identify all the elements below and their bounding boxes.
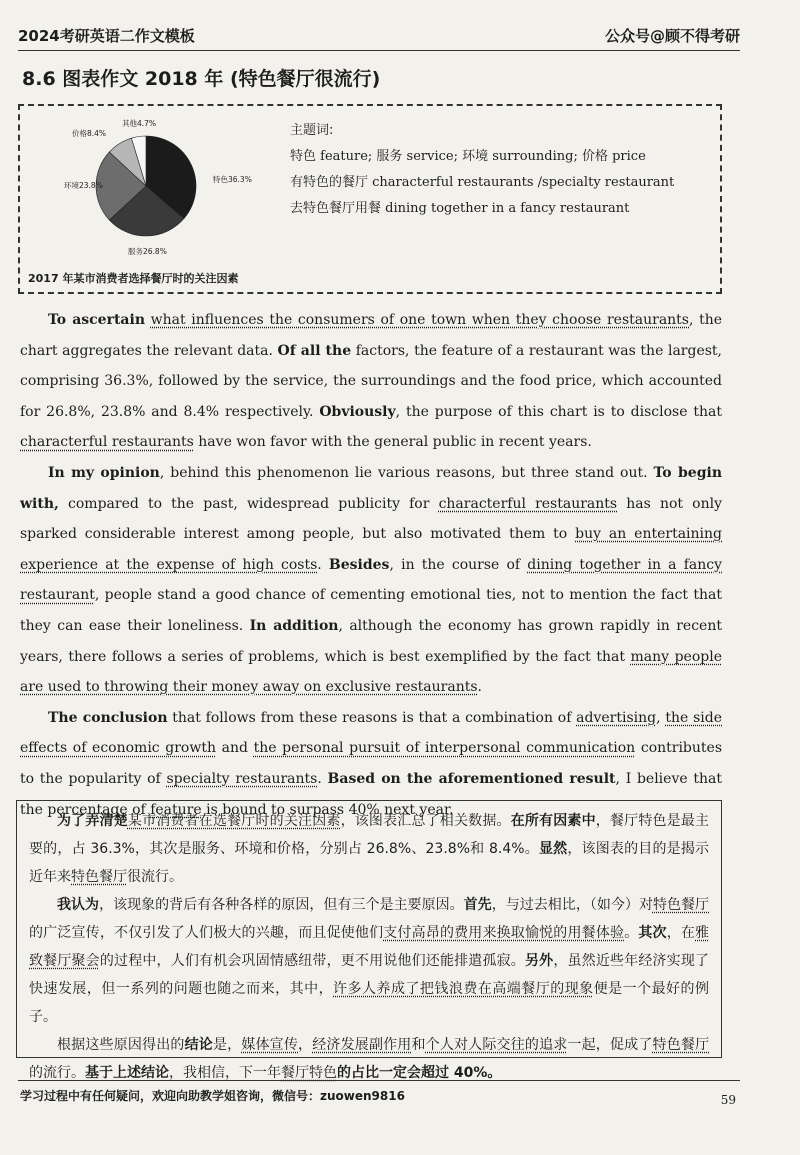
- text-run: is bound to surpass 40% next year.: [201, 801, 454, 818]
- bold-phrase: In my opinion: [48, 464, 160, 481]
- text-run: , although the economy has grown rapidly in recent years, there follows a series of problems, which is best exemplified by the fact that: [20, 617, 722, 665]
- bold-phrase: To begin with,: [20, 464, 722, 512]
- pie-chart: [58, 114, 288, 274]
- bold-phrase: The conclusion: [48, 709, 168, 726]
- english-essay: [20, 305, 722, 825]
- text-run: 的流行。: [29, 1065, 85, 1081]
- bold-phrase: 在所有因素中: [510, 813, 596, 829]
- text-run: 一起，促成了: [567, 1037, 653, 1053]
- underlined-phrase: many people are used to throwing their money away on exclusive restaurants: [20, 648, 722, 696]
- chart-keyword-box: [18, 104, 722, 294]
- text-run: , the purpose of this chart is to disclose that: [395, 403, 722, 420]
- underlined-phrase: 媒体宣传: [241, 1037, 299, 1053]
- chart-title: 2017 年某市消费者选择餐厅时的关注因素: [28, 272, 239, 285]
- underlined-phrase: 经济发展副作用: [312, 1037, 412, 1053]
- text-run: ，餐厅特色是最主要的，占 36.3%，其次是服务、环境和价格，分别占 26.8%、23.8%和 8.4%。: [29, 813, 710, 857]
- translation-paragraph-1: [29, 807, 709, 891]
- text-run: 是，: [212, 1037, 242, 1053]
- text-run: 和: [411, 1037, 426, 1053]
- keywords-title: 主题词:: [290, 123, 334, 138]
- underlined-phrase: buy an entertaining experience at the expense of high costs: [20, 526, 723, 573]
- text-run: ，: [298, 1037, 313, 1053]
- text-run: ，该图表的目的是揭示近年来: [29, 841, 710, 885]
- page-number: 59: [720, 1093, 736, 1107]
- underlined-phrase: specialty restaurants: [166, 770, 318, 787]
- underlined-phrase: feature: [150, 801, 202, 818]
- underlined-phrase: 特色餐厅: [652, 1037, 710, 1053]
- bold-phrase: 显然: [538, 841, 568, 857]
- text-run: 的过程中，人们有机会巩固情感纽带，更不用说他们还能排遣孤寂。: [99, 953, 525, 969]
- underlined-phrase: what influences the consumers of one town when they choose restaurants: [150, 312, 689, 328]
- account-name: 公众号@顾不得考研: [604, 27, 740, 45]
- text-run: , the chart aggregates the relevant data.: [20, 312, 723, 359]
- translation-paragraph-3: [29, 1031, 709, 1087]
- section-title: 8.6 图表作文 2018 年 (特色餐厅很流行): [22, 68, 381, 90]
- text-run: has not only sparked considerable interest among people, but also motivated them to: [20, 495, 722, 543]
- bold-phrase: To ascertain: [48, 312, 146, 328]
- underlined-phrase: advertising: [576, 709, 657, 726]
- bold-phrase: 结论: [184, 1037, 213, 1053]
- text-run: ，我相信，下一年: [169, 1065, 281, 1081]
- page-header: [18, 22, 740, 51]
- text-run: and: [215, 740, 254, 757]
- footer-note: 学习过程中有任何疑问，欢迎向助教学姐咨询，微信号：zuowen9816: [20, 1089, 405, 1103]
- essay-paragraph-1: [20, 305, 722, 458]
- underlined-phrase: 某市消费者在选餐厅时的关注因素: [127, 813, 341, 829]
- text-run: .: [317, 556, 329, 573]
- keyword-line-1: 特色 feature; 服务 service; 环境 surrounding; 价格 price: [290, 149, 646, 164]
- bold-phrase: Of all the: [277, 342, 352, 359]
- text-run: ，与过去相比，（如今）对: [491, 897, 653, 913]
- text-run: ，虽然近些年经济实现了快速发展，但一系列的问题也随之而来，其中，: [29, 953, 710, 997]
- bold-phrase: In addition: [249, 617, 339, 634]
- text-run: 很流行。: [127, 869, 183, 885]
- pie-label-4: 价格8.4%: [72, 129, 107, 138]
- underlined-phrase: the personal pursuit of interpersonal communication: [253, 740, 636, 757]
- text-run: , in the course of: [389, 556, 528, 573]
- translation-paragraph-2: [29, 891, 709, 1031]
- text-run: 的广泛宣传，不仅引发了人们极大的兴趣，而且促使他们: [29, 925, 384, 941]
- bold-phrase: 基于上述结论: [85, 1065, 169, 1081]
- text-run: 根据这些原因得出的: [57, 1037, 185, 1053]
- text-run: compared to the past, widespread publicity for: [58, 495, 439, 512]
- text-run: 。: [624, 925, 639, 941]
- text-run: .: [477, 679, 482, 696]
- underlined-phrase: dining together in a fancy restaurant: [20, 556, 722, 604]
- text-run: that follows from these reasons is that a combination of: [167, 709, 577, 726]
- bold-phrase: Obviously: [319, 403, 396, 420]
- underlined-phrase: characterful restaurants: [20, 434, 194, 451]
- underlined-phrase: 特色餐厅: [652, 897, 710, 913]
- underlined-phrase: characterful restaurants: [438, 495, 618, 512]
- text-run: , I believe that the percentage of: [20, 770, 723, 818]
- keyword-line-2: 有特色的餐厅 characterful restaurants /specialty restaurant: [290, 175, 675, 190]
- bold-phrase: 首先: [463, 897, 492, 913]
- underlined-phrase: the side effects of economic growth: [20, 709, 722, 757]
- keyword-line-3: 去特色餐厅用餐 dining together in a fancy restaurant: [290, 201, 630, 216]
- text-run: , people stand a good chance of cementing emotional ties, not to mention the fact that they can ease their loneliness.: [20, 587, 722, 634]
- underlined-phrase: 个人对人际交往的追求: [425, 1037, 568, 1053]
- bold-phrase: 另外: [524, 953, 554, 969]
- text-run: ，该图表汇总了相关数据。: [340, 813, 511, 829]
- pie-label-3: 环境23.8%: [64, 181, 103, 190]
- bold-phrase: Based on the aforementioned result: [327, 770, 616, 787]
- chinese-translation-box: [16, 800, 722, 1081]
- bold-phrase: 我认为: [57, 897, 100, 913]
- underlined-phrase: 支付高昂的费用来换取愉悦的用餐体验: [383, 925, 625, 941]
- bold-phrase: 的占比一定会超过 40%。: [337, 1065, 502, 1081]
- text-run: ，在: [666, 925, 696, 941]
- underlined-phrase: 雅致餐厅聚会: [29, 925, 710, 969]
- keywords-panel: [290, 118, 674, 222]
- underlined-phrase: 餐厅特色: [281, 1065, 337, 1081]
- bold-phrase: 为了弄清楚: [57, 813, 128, 829]
- book-title: 2024考研英语二作文模板: [18, 27, 195, 45]
- page-footer: [18, 1080, 740, 1107]
- text-run: , behind this phenomenon lie various reasons, but three stand out.: [159, 464, 654, 481]
- text-run: contributes to the popularity of: [20, 740, 723, 787]
- bold-phrase: 其次: [638, 925, 667, 941]
- pie-label-2: 服务26.8%: [128, 247, 167, 256]
- underlined-phrase: 特色餐厅: [71, 869, 127, 885]
- text-run: factors, the feature of a restaurant was the largest, comprising 36.3%, followed by the service, the surroundings and the food price, which accounted for 26.8%, 23.8% and 8.4% respectively.: [20, 342, 722, 420]
- text-run: have won favor with the general public in recent years.: [193, 434, 592, 451]
- text-run: ,: [656, 709, 666, 726]
- pie-label-1: 特色36.3%: [213, 175, 252, 184]
- text-run: 便是一个最好的例子。: [29, 981, 710, 1025]
- text-run: .: [317, 770, 328, 787]
- text-run: ，该现象的背后有各种各样的原因，但有三个是主要原因。: [99, 897, 464, 913]
- pie-label-5: 其他4.7%: [122, 119, 157, 128]
- bold-phrase: Besides: [328, 556, 390, 573]
- pie-chart-svg: [58, 114, 288, 274]
- underlined-phrase: 许多人养成了把钱浪费在高端餐厅的现象: [333, 981, 594, 997]
- essay-paragraph-2: [20, 458, 722, 703]
